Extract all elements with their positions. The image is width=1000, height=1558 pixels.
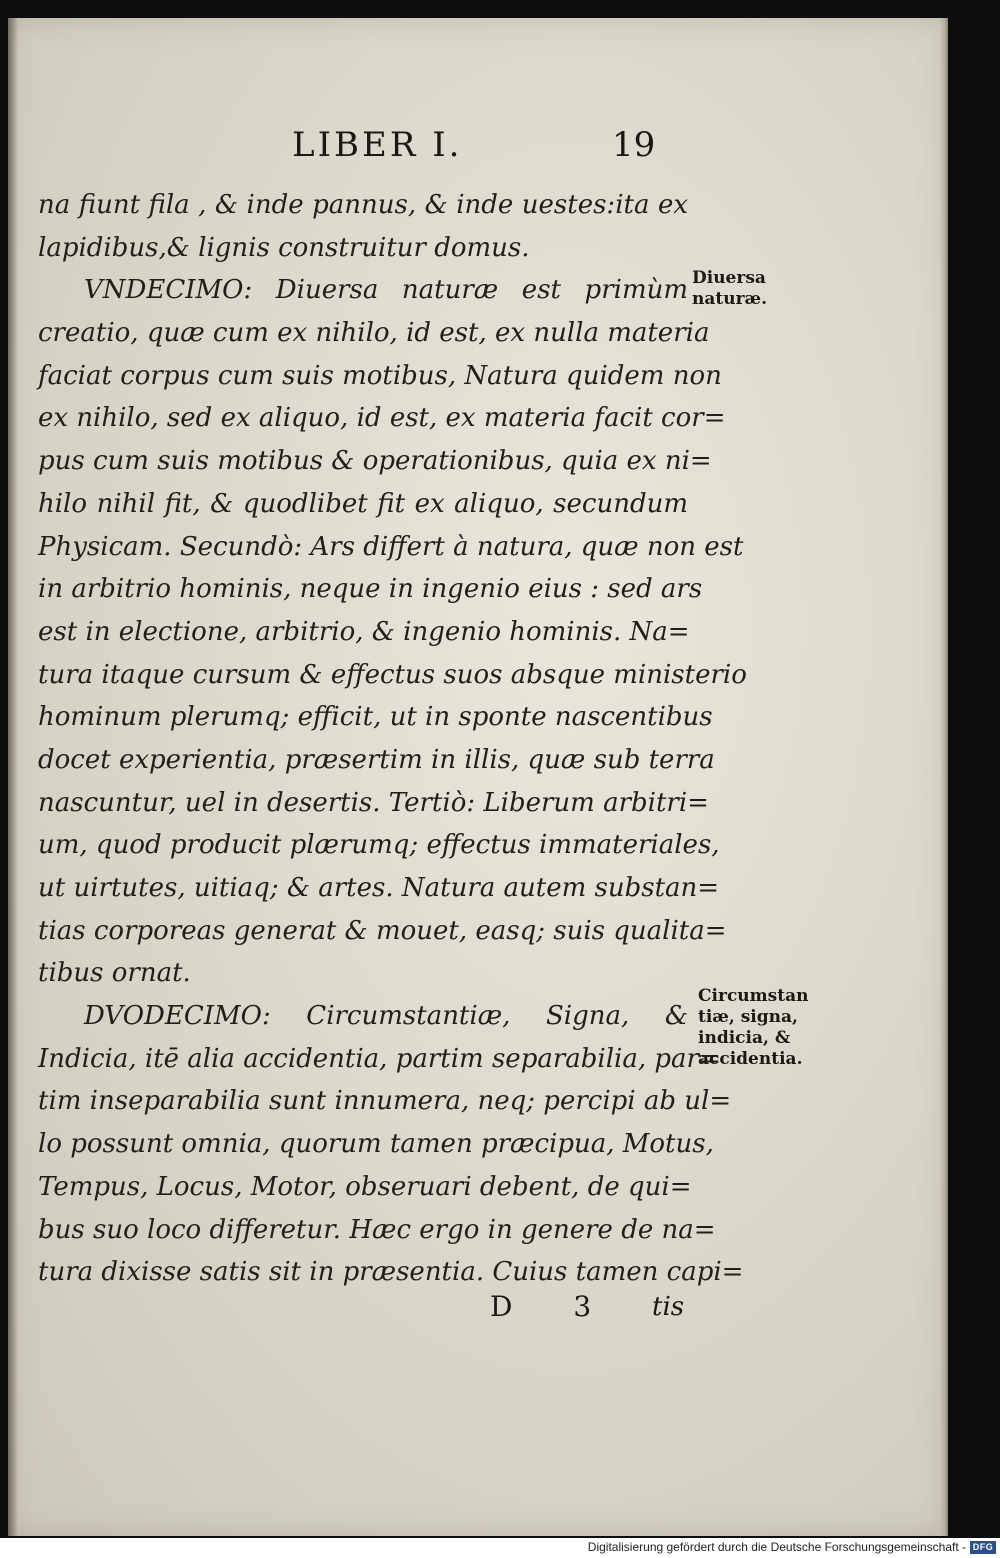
text-line: tura dixisse satis sit in præsentia. Cuius tamen capi= [38,1257,744,1288]
dfg-logo-icon: DFG [970,1541,996,1554]
text-line: pus cum suis motibus & operationibus, quia ex ni= [38,446,712,477]
text-line: nascuntur, uel in desertis. Tertiò: Liberum arbitri= [38,787,709,818]
margin-note-diuersa [692,268,767,310]
text-line: um, quod producit plærumq; effectus immateriales, [38,830,720,861]
digitization-footer [0,1538,1000,1558]
text-line: creatio, quæ cum ex nihilo, id est, ex nulla materia [38,318,710,349]
margin-note-line: Circumstan [698,986,809,1006]
text-line: est in electione, arbitrio, & ingenio hominis. Na= [38,616,690,647]
margin-note-line: naturæ. [692,289,768,309]
catchword: tis [652,1292,685,1322]
text-line: tura itaque cursum & effectus suos absque ministerio [38,659,747,690]
text-line: tim inseparabilia sunt innumera, neq; percipi ab ul= [38,1086,732,1117]
signature-mark: D 3 [490,1290,618,1323]
main-text-block [38,184,747,1294]
page-number: 19 [612,125,656,165]
text-line: in arbitrio hominis, neque in ingenio eius : sed ars [38,574,703,605]
text-line: Physicam. Secundò: Ars differt à natura, quæ non est [38,531,744,562]
text-line: ex nihilo, sed ex aliquo, id est, ex materia facit cor= [38,403,726,434]
text-line: tias corporeas generat & mouet, easq; suis qualita= [38,915,727,946]
text-line: VNDECIMO: Diuersa naturæ est primùm [84,275,688,306]
margin-note-line: Diuersa [692,268,766,288]
text-line: hominum plerumq; efficit, ut in sponte nascentibus [38,702,713,733]
margin-note-line: accidentia. [698,1049,803,1069]
text-line: bus suo loco differetur. Hæc ergo in genere de na= [38,1214,716,1245]
margin-note-circumstantiae [698,986,808,1070]
text-line: ut uirtutes, uitiaq; & artes. Natura autem substan= [38,873,720,903]
text-line: Indicia, itē alia accidentia, partim separabilia, par= [38,1043,721,1074]
text-line: faciat corpus cum suis motibus, Natura quidem non [38,360,722,391]
margin-note-line: indicia, & [698,1028,791,1048]
text-line: na fiunt fila , & inde pannus, & inde uestes:ita ex [38,190,688,220]
text-line: Tempus, Locus, Motor, obseruari debent, de qui= [38,1171,692,1202]
text-line: docet experientia, præsertim in illis, quæ sub terra [38,744,715,775]
text-line: lapidibus,& lignis construitur domus. [38,232,530,263]
margin-note-line: tiæ, signa, [698,1007,798,1027]
page-header [0,125,1000,175]
text-line: lo possunt omnia, quorum tamen præcipua, Motus, [38,1129,714,1160]
text-line: hilo nihil fit, & quodlibet fit ex aliquo, secundum [38,488,688,519]
running-head: LIBER I. [292,125,463,165]
text-line: DVODECIMO: Circumstantiæ, Signa, & [84,1001,688,1032]
text-line: tibus ornat. [38,958,191,989]
catchline [0,1290,1000,1330]
footer-credit: Digitalisierung gefördert durch die Deutsche Forschungsgemeinschaft - [587,1540,966,1554]
